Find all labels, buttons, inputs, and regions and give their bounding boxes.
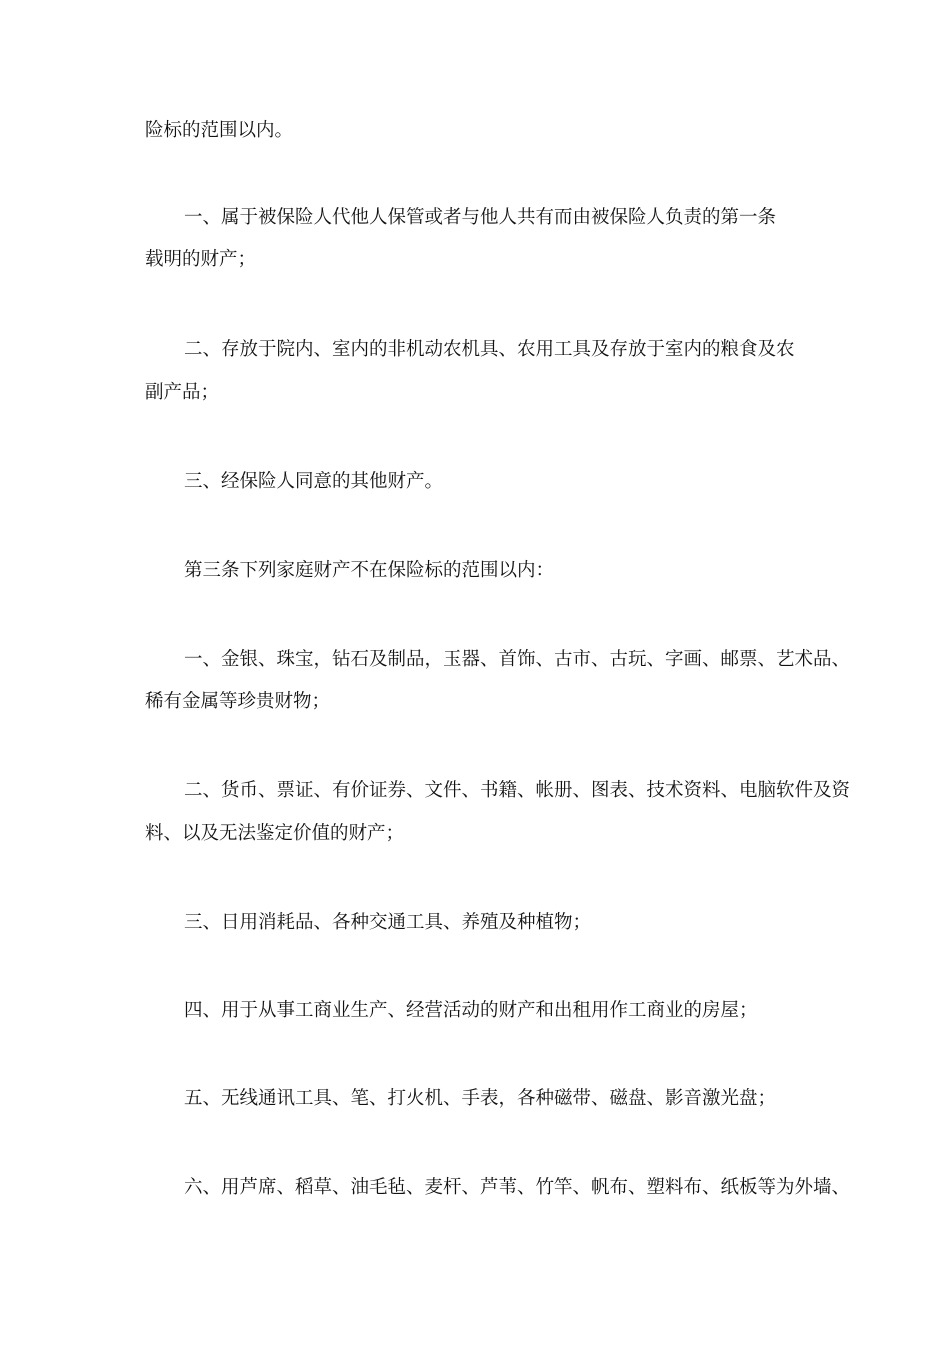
text-line-article-3: 第三条下列家庭财产不在保险标的范围以内： (184, 560, 555, 581)
text-line-clause-3: 三、经保险人同意的其他财产。 (184, 471, 444, 492)
text-line-exclusion-2-cont: 料、以及无法鉴定价值的财产； (145, 823, 405, 844)
text-line-continuation: 险标的范围以内。 (145, 120, 294, 141)
text-line-clause-2-cont: 副产品； (145, 382, 220, 403)
text-line-exclusion-3: 三、日用消耗品、各种交通工具、养殖及种植物； (184, 912, 592, 933)
text-line-clause-1: 一、属于被保险人代他人保管或者与他人共有而由被保险人负责的第一条 (184, 207, 777, 228)
text-line-exclusion-6: 六、用芦席、稻草、油毛毡、麦杆、芦苇、竹竿、帆布、塑料布、纸板等为外墙、 (184, 1177, 851, 1198)
text-line-clause-2: 二、存放于院内、室内的非机动农机具、农用工具及存放于室内的粮食及农 (184, 339, 795, 360)
text-line-exclusion-1-cont: 稀有金属等珍贵财物； (145, 691, 331, 712)
text-line-exclusion-2: 二、货币、票证、有价证券、文件、书籍、帐册、图表、技术资料、电脑软件及资 (184, 780, 851, 801)
text-line-exclusion-5: 五、无线通讯工具、笔、打火机、手表，各种磁带、磁盘、影音激光盘； (184, 1088, 777, 1109)
text-line-exclusion-1: 一、金银、珠宝，钻石及制品，玉器、首饰、古市、古玩、字画、邮票、艺术品、 (184, 649, 851, 670)
text-line-exclusion-4: 四、用于从事工商业生产、经营活动的财产和出租用作工商业的房屋； (184, 1000, 758, 1021)
text-line-clause-1-cont: 载明的财产； (145, 249, 257, 270)
